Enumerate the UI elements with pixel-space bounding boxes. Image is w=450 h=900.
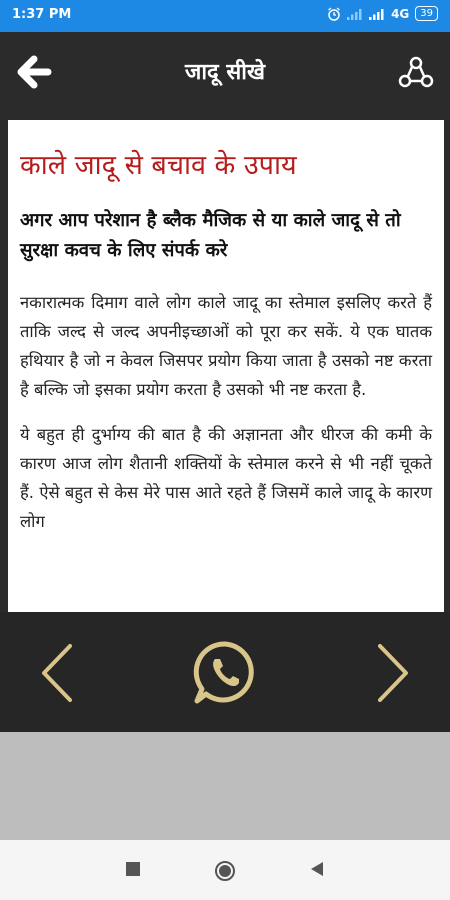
bottom-navigation bbox=[0, 612, 450, 732]
previous-button[interactable] bbox=[32, 640, 82, 706]
status-bar bbox=[0, 0, 450, 32]
network-type: 4G bbox=[391, 6, 410, 21]
home-button[interactable] bbox=[214, 860, 236, 882]
whatsapp-button[interactable] bbox=[190, 638, 260, 708]
whatsapp-icon bbox=[190, 638, 260, 708]
content-frame bbox=[0, 112, 450, 612]
page-title: जादू सीखे bbox=[185, 60, 265, 85]
article-content[interactable] bbox=[8, 120, 444, 612]
alarm-icon bbox=[327, 7, 341, 21]
blank-area bbox=[0, 732, 450, 840]
chevron-right-icon bbox=[368, 640, 418, 706]
system-navigation-bar bbox=[0, 840, 450, 900]
share-button[interactable] bbox=[398, 54, 434, 90]
signal-icon bbox=[369, 8, 385, 20]
chevron-left-icon bbox=[32, 640, 82, 706]
app-bar bbox=[0, 32, 450, 112]
battery-level: 39 bbox=[415, 6, 438, 21]
status-time: 1:37 PM bbox=[12, 7, 72, 22]
next-button[interactable] bbox=[368, 640, 418, 706]
share-icon bbox=[398, 54, 434, 90]
article-heading: काले जादू से बचाव के उपाय bbox=[20, 150, 297, 181]
status-icons bbox=[327, 6, 438, 21]
back-nav-button[interactable] bbox=[308, 860, 326, 878]
article-paragraph: ये बहुत ही दुर्भाग्य की बात है की अज्ञानता और धीरज की कमी के कारण आज लोग शैतानी शक्तियों के स्तेमाल करने से भी नहीं चूकते हैं. ऐसे बहुत से केस मेरे पास आते रहते हैं जिसमें काले जादू के कारण लोग bbox=[20, 425, 432, 531]
article-subheading: अगर आप परेशान है ब्लैक मैजिक से या काले जादू से तो सुरक्षा कवच के लिए संपर्क करे bbox=[20, 210, 401, 261]
article-paragraph: नकारात्मक दिमाग वाले लोग काले जादू का स्तेमाल इसलिए करते हैं ताकि जल्द से जल्द अपनीइच्छाओं को पूरा कर सकें. ये एक घातक हथियार है जो न केवल जिसपर प्रयोग किया जाता है उसको नष्ट करता है बल्कि जो इसका प्रयोग करता है उसको भी नष्ट करता है. bbox=[20, 293, 432, 399]
recents-button[interactable] bbox=[124, 860, 142, 878]
signal-weak-icon bbox=[347, 8, 363, 20]
